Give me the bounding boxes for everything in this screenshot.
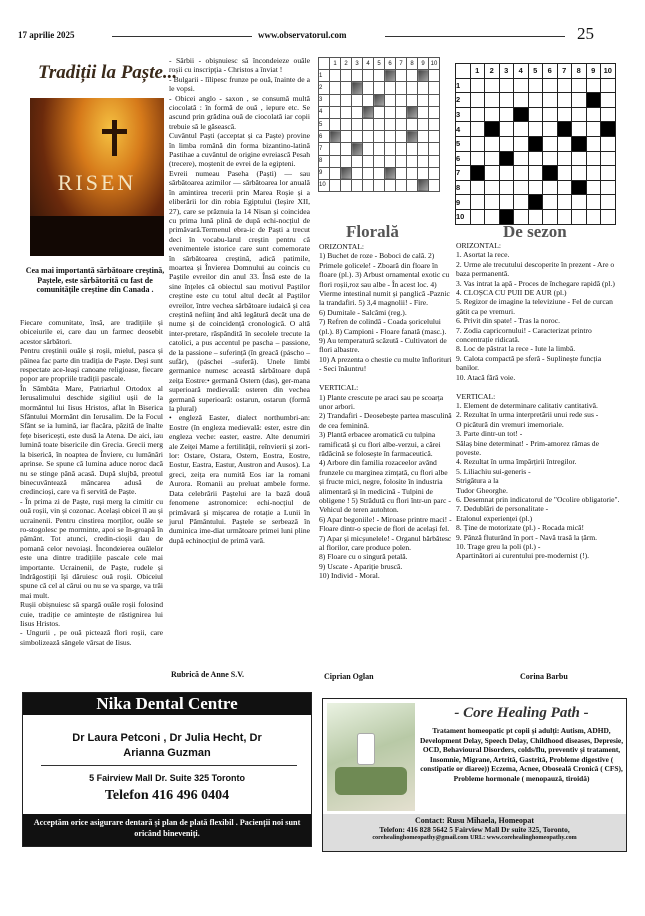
grid-cell[interactable] [601, 166, 616, 181]
grid-cell[interactable] [363, 82, 374, 94]
grid-cell[interactable] [418, 167, 429, 179]
grid-cell[interactable] [528, 122, 543, 137]
grid-col-number: 6 [385, 58, 396, 70]
grid-block-cell [543, 166, 558, 181]
grid-cell[interactable] [396, 82, 407, 94]
crossword-sezon-clues: ORIZONTAL: 1. Asortat la rece. 2. Urme ale trecutului descoperite în prezent - Are o baza permanentă. 3. Vas intrat la apă - Proces de închegare rapidă (pl.) 4. CLOȘCA CU PUII DE AUR (pl.) 5. Regizor de imagine la televiziune - Fel de curcan gătit ca pe vremuri. 6. Privit din spate! - Tras la noroc. 7. Zodia capricornului! - Caracterizat printro concentrație ridicată. 8. Loc de păstrat la rece - Iute la limbă. 9. Calota compactă pe sferă - Suplinește funcția banilor. 10. Atacă fără voie. VERTICAL: 1. Element de determinare calitativ cantitativă. 2. Rezultat în urma interpretării unui rede sus - O picătură din vremuri imemoriale. 3. Parte dintr-un tot! - Sălaș bine determinat! - Prim-amorez rămas de poveste. 4. Rezultat în urma împărțirii întregilor. 5. Liliachiu sui-generis - Strigătura a la Tudor Gheorghe. 6. Desemnat prin indicatorul de "Ocolire obligatorie". 7. Dedublări de personalitate - Etalonul experienței (pl.) 8. Ține de motorizate (pl.) - Rocada mică! 9. Pânză fluturând în port - Navă trasă la țărm. 10. Trage greu la poli (pl.) - Apartinători ai curentului pre-modernist (!). [456, 241, 620, 561]
grid-cell[interactable] [543, 93, 558, 108]
grid-cell[interactable] [470, 122, 485, 137]
grid-cell[interactable] [385, 131, 396, 143]
grid-cell[interactable] [374, 82, 385, 94]
grid-cell[interactable] [528, 151, 543, 166]
grid-col-number: 10 [429, 58, 440, 70]
grid-cell[interactable] [601, 93, 616, 108]
grid-cell[interactable] [341, 155, 352, 167]
grid-cell[interactable] [330, 167, 341, 179]
grid-cell[interactable] [543, 136, 558, 151]
grid-cell[interactable] [396, 131, 407, 143]
grid-cell[interactable] [528, 78, 543, 93]
grid-cell[interactable] [557, 107, 572, 122]
crossword-florala-grid [318, 57, 440, 192]
grid-cell[interactable] [341, 94, 352, 106]
grid-cell[interactable] [557, 136, 572, 151]
grid-cell[interactable] [572, 93, 587, 108]
ad-healing-web[interactable]: corehealinghomeopathy@gmail.com URL: www.corehealinghomeopathy.com [372, 834, 577, 841]
grid-cell[interactable] [341, 143, 352, 155]
grid-cell[interactable] [407, 167, 418, 179]
grid-row-number: 8 [319, 155, 330, 167]
grid-row-number: 3 [319, 94, 330, 106]
grid-cell[interactable] [407, 155, 418, 167]
grid-cell[interactable] [352, 118, 363, 130]
grid-cell[interactable] [485, 78, 500, 93]
article-title: Tradiții la Paște... [38, 62, 178, 83]
grid-cell[interactable] [499, 107, 514, 122]
ad-nika-dental[interactable] [22, 692, 312, 847]
grid-cell[interactable] [341, 131, 352, 143]
crossword-florala-title: Florală [346, 222, 399, 241]
grid-cell[interactable] [572, 151, 587, 166]
grid-cell[interactable] [341, 106, 352, 118]
grid-cell[interactable] [418, 82, 429, 94]
grid-col-number: 3 [499, 64, 514, 79]
grid-col-number: 6 [543, 64, 558, 79]
grid-cell[interactable] [557, 195, 572, 210]
grid-col-number: 4 [514, 64, 529, 79]
header-rule-right [385, 36, 565, 37]
grid-block-cell [514, 107, 529, 122]
grid-cell[interactable] [341, 118, 352, 130]
grid-col-number: 2 [341, 58, 352, 70]
grid-cell[interactable] [528, 107, 543, 122]
grid-cell[interactable] [485, 166, 500, 181]
grid-row-number: 5 [319, 118, 330, 130]
grid-cell[interactable] [572, 107, 587, 122]
grid-cell[interactable] [352, 106, 363, 118]
grid-cell[interactable] [385, 118, 396, 130]
ad-dental-divider [41, 765, 297, 766]
grid-cell[interactable] [385, 155, 396, 167]
grid-row-number: 2 [456, 93, 471, 108]
grid-cell[interactable] [429, 70, 440, 82]
grid-cell[interactable] [330, 82, 341, 94]
grid-cell[interactable] [485, 93, 500, 108]
ad-healing-body: Tratament homeopatic pt copii și adulți: Autism, ADHD, Development Delay, Speech Delay, Childhood diseases, Depresie, OCD, Behavioural Disorders, colds/flu, preventiv și tratament, Insomnie, Migrane, Artrită, Gastrită, Probleme digestive ( constipatie or diaree)) Eczema, Acnee, Obosealâ Cronicâ ( CFS), Probleme hormonale ( menopauză, tiroidă) [419, 726, 624, 783]
risen-image [30, 98, 164, 256]
image-caption: Cea mai importantă sărbătoare creștină, Paștele, este sărbătorită cu fast de comunitățile creștine din Canada . [25, 266, 165, 295]
grid-cell[interactable] [586, 78, 601, 93]
grid-block-cell [528, 195, 543, 210]
herbs-shape [335, 767, 407, 795]
crossword-sezon-author: Corina Barbu [520, 672, 568, 681]
grid-cell[interactable] [601, 151, 616, 166]
grid-cell[interactable] [528, 93, 543, 108]
grid-cell[interactable] [374, 106, 385, 118]
grid-cell[interactable] [429, 143, 440, 155]
grid-block-cell [557, 122, 572, 137]
grid-cell[interactable] [330, 118, 341, 130]
grid-cell[interactable] [470, 78, 485, 93]
article-signature: Rubrică de Anne S.V. [171, 670, 244, 679]
grid-cell[interactable] [374, 167, 385, 179]
grid-block-cell [586, 93, 601, 108]
ad-healing-phone[interactable]: Telefon: 416 828 5642 5 Fairview Mall Dr suite 325, Toronto, [379, 825, 570, 834]
grid-cell[interactable] [418, 118, 429, 130]
grid-cell[interactable] [470, 136, 485, 151]
grid-block-cell [341, 167, 352, 179]
grid-cell[interactable] [363, 131, 374, 143]
grid-cell[interactable] [418, 106, 429, 118]
page-date: 17 aprilie 2025 [18, 30, 75, 40]
grid-cell[interactable] [330, 179, 341, 191]
grid-cell[interactable] [330, 106, 341, 118]
grid-cell[interactable] [385, 179, 396, 191]
grid-col-number: 8 [572, 64, 587, 79]
grid-cell[interactable] [385, 143, 396, 155]
grid-col-number: 7 [557, 64, 572, 79]
grid-cell[interactable] [470, 107, 485, 122]
grid-cell[interactable] [374, 179, 385, 191]
grid-cell[interactable] [557, 180, 572, 195]
grid-cell[interactable] [586, 107, 601, 122]
grid-cell[interactable] [485, 107, 500, 122]
grid-block-cell [528, 136, 543, 151]
grid-cell[interactable] [499, 166, 514, 181]
grid-cell[interactable] [514, 151, 529, 166]
ad-healing-contact-bar [323, 814, 626, 851]
grid-cell[interactable] [557, 166, 572, 181]
grid-block-cell [407, 131, 418, 143]
grid-cell[interactable] [499, 195, 514, 210]
grid-cell[interactable] [363, 167, 374, 179]
grid-corner [319, 58, 330, 70]
grid-block-cell [352, 82, 363, 94]
grid-cell[interactable] [485, 180, 500, 195]
crossword-sezon-title: De sezon [503, 222, 567, 241]
grid-col-number: 9 [418, 58, 429, 70]
grid-block-cell [572, 136, 587, 151]
grid-corner [456, 64, 471, 79]
grid-cell[interactable] [543, 180, 558, 195]
grid-col-number: 10 [601, 64, 616, 79]
grid-cell[interactable] [374, 143, 385, 155]
grid-row-number: 7 [319, 143, 330, 155]
grid-cell[interactable] [470, 180, 485, 195]
grid-row-number: 9 [319, 167, 330, 179]
grid-cell[interactable] [586, 151, 601, 166]
grid-cell[interactable] [396, 106, 407, 118]
grid-cell[interactable] [528, 166, 543, 181]
grid-block-cell [407, 106, 418, 118]
grid-cell[interactable] [557, 93, 572, 108]
grid-cell[interactable] [385, 82, 396, 94]
grid-col-number: 4 [363, 58, 374, 70]
grid-cell[interactable] [363, 70, 374, 82]
grid-cell[interactable] [514, 93, 529, 108]
ad-dental-doctors: Dr Laura Petconi , Dr Julia Hecht, Dr Arianna Guzman [72, 732, 262, 759]
grid-cell[interactable] [352, 167, 363, 179]
ad-dental-address: 5 Fairview Mall Dr. Suite 325 Toronto [89, 773, 245, 783]
grid-block-cell [385, 70, 396, 82]
grid-row-number: 4 [456, 122, 471, 137]
grid-cell[interactable] [418, 94, 429, 106]
grid-cell[interactable] [429, 82, 440, 94]
grid-cell[interactable] [374, 70, 385, 82]
grid-cell[interactable] [470, 93, 485, 108]
grid-cell[interactable] [499, 122, 514, 137]
grid-block-cell [418, 70, 429, 82]
grid-cell[interactable] [572, 195, 587, 210]
grid-cell[interactable] [572, 122, 587, 137]
grid-cell[interactable] [557, 151, 572, 166]
grid-row-number: 6 [319, 131, 330, 143]
grid-cell[interactable] [572, 166, 587, 181]
grid-cell[interactable] [601, 107, 616, 122]
grid-cell[interactable] [407, 118, 418, 130]
grid-cell[interactable] [586, 195, 601, 210]
grid-row-number: 8 [456, 180, 471, 195]
grid-row-number: 10 [319, 179, 330, 191]
grid-cell[interactable] [485, 195, 500, 210]
grid-row-number: 10 [456, 209, 471, 224]
grid-block-cell [374, 94, 385, 106]
grid-cell[interactable] [499, 93, 514, 108]
grid-block-cell [330, 131, 341, 143]
grid-cell[interactable] [470, 195, 485, 210]
ad-healing-contact: Contact: Rusu Mihaela, Homeopat [414, 816, 535, 825]
grid-cell[interactable] [586, 136, 601, 151]
grid-cell[interactable] [396, 167, 407, 179]
grid-cell[interactable] [514, 136, 529, 151]
grid-cell[interactable] [572, 209, 587, 224]
grid-cell[interactable] [407, 94, 418, 106]
grid-col-number: 5 [528, 64, 543, 79]
grid-block-cell [572, 180, 587, 195]
grid-cell[interactable] [330, 155, 341, 167]
grid-cell[interactable] [363, 118, 374, 130]
crossword-sezon-grid [455, 63, 616, 225]
grid-cell[interactable] [429, 155, 440, 167]
grid-block-cell [499, 151, 514, 166]
grid-cell[interactable] [514, 195, 529, 210]
grid-cell[interactable] [514, 166, 529, 181]
grid-cell[interactable] [341, 70, 352, 82]
grid-cell[interactable] [557, 78, 572, 93]
grid-row-number: 7 [456, 166, 471, 181]
grid-col-number: 5 [374, 58, 385, 70]
grid-cell[interactable] [330, 94, 341, 106]
crossword-florala-clues: ORIZONTAL: 1) Buchet de roze - Boboci de cală. 2) Primele golicele! - Zboară din floare în floare (pl.). 3) Arbust ornamental exotic cu flori roșii,roz sau albe - În acest loc. 4) Vierme intestinal numit și panglică -Paznic la trandafiri. 5) 3,4 magnolii! - Fire. 6) Dumitale - Salcâmi (reg.). 7) Refren de colindă - Coada șoricelului (pl.). 8) Campioni - Floare fanată (masc.). 9) Au temperatură scăzută - Cultivatori de flori albastre. 10) A prezenta o chestie cu multe înflorituri - Seci înăuntru! VERTICAL: 1) Plante crescute pe araci sau pe scoarța unor arbori. 2) Trandafiri - Deosebește partea masculină de cea feminină. 3) Plantă erbacee aromatică cu tulpina ramificată și cu flori albe-verzui, a cărei rădăcină se folosește în farmaceutică. 4) Arbore din familia rozaceelor având frunzele cu marginea zimțată, cu flori albe și fructe mici, negre, folosite în industria alimentară și în medicină - Tulpini de obligene ! 5) Strădută cu flori într-un parc - Vehicul de teren autohton. 6) Apar begoniile! - Miroase printre maci! - Floare dintr-o specie de flori de același fel. 7) Apar și micșunelele! - Organul bărbătesc al florilor, care produce polen. 8) Floare cu o singură petală. 9) Uscate - Apariție bruscă. 10) Individ - Moral. [319, 242, 452, 581]
grid-cell[interactable] [396, 118, 407, 130]
grid-cell[interactable] [385, 94, 396, 106]
crossword-florala-author: Ciprian Oglan [324, 672, 374, 681]
grid-cell[interactable] [330, 143, 341, 155]
article-column-2: - Sârbii - obișnuiesc să încondeieze ouăle roșii cu inscripția - Christos a înviat ! - Bulgarii - lîlipesc frunze pe ouă, înainte de a le vopsi. - Obicei anglo - saxon , se consumă multă ciocolată : în formă de ouă , iepure etc. Se ascund prin grădina ouă de ciocolată iar copii trebuie să le găsească. Cuvântul Paști (acceptat și ca Paște) provine în limba română din forma bizantino-latină Pastihae a cuvântul de origine evreiască Pesah (trecere), moștenit de evrei de la egipteni. Evreii numeau Paseha (Paști) — sau sărbătoarea azimilor — sărbătoarea lor anuală în amintirea trecerii prin Marea Roșie și a eliberării lor din robia Egiptului (Ieșire XII, 27), care se prăznuia la 14 Nisan și coincidea cu prima lună plină de după echi-nocțiul de primăvară.Termenul ebra-ic de Paști a trecut deci în vocabu-larul creștin pentru că evenimentele istorice care sunt comemorate în sărbătoarea creștină, adică patimile, moartea și Învierea Domnului au coincis cu Paștile evreilor din anul 33. Însă este de la sine înțeles că obiectul sau motivul Paștilor creștine este cu totul altul decât al Paștilor evreilor, între vechea sărbătoare iudaică și cea creștină neființ ând altă legătură decât una de nume și de coincidență cronologică. O altă inter-pretare, răspândită în secolele trecute la catolici, a pus accentul pe pascha – passione, de la passione – suferință (în greacă (páscho – sufăr), (páschei –suferă). Unele limbi germanice numesc această sărbătoare după zeița Eostre:• germană Ostern (das), ger-mana superioară medievală: osteren din vechea germană superioară: ostarun, ostarun (formă la plural) • engleză Easter, dialect northumbri-an: Eostre (în engleza medievală: ester, estre din engleza veche: easter, eastre. Alte denumiri ale Zeiței Mame a fertilității, reînvierii și zori-lor: Ostare, Ostara, Ostern, Eostra, Eostre, Eostur, Eastra, Eastur, Austron and Ausos). La greci, zeița era numită Eos iar la romani Aurora. Romanii au preluat ambele forme. Data celebrării Paștelui are la bază două fenomene astronomice: echi-nocțiul de primăvară și mișcarea de rotație a Lunii în jurul Pământului. Paștele se serbează în duminica ime-diat următoare primei luni pline după echinocțiul de primă vară. [169, 56, 310, 545]
grid-cell[interactable] [429, 167, 440, 179]
grid-row-number: 1 [319, 70, 330, 82]
grid-col-number: 9 [586, 64, 601, 79]
grid-cell[interactable] [352, 155, 363, 167]
grid-cell[interactable] [499, 78, 514, 93]
grid-cell[interactable] [601, 209, 616, 224]
grid-cell[interactable] [514, 122, 529, 137]
ad-dental-title: Nika Dental Centre [23, 693, 311, 715]
grid-cell[interactable] [429, 131, 440, 143]
grid-block-cell [352, 143, 363, 155]
grid-cell[interactable] [363, 179, 374, 191]
grid-cell[interactable] [601, 78, 616, 93]
grid-col-number: 1 [330, 58, 341, 70]
grid-cell[interactable] [374, 131, 385, 143]
grid-col-number: 8 [407, 58, 418, 70]
grid-cell[interactable] [407, 179, 418, 191]
grid-cell[interactable] [485, 151, 500, 166]
grid-cell[interactable] [601, 180, 616, 195]
grid-row-number: 3 [456, 107, 471, 122]
grid-block-cell [601, 122, 616, 137]
grid-cell[interactable] [396, 155, 407, 167]
grid-cell[interactable] [363, 155, 374, 167]
grid-cell[interactable] [396, 94, 407, 106]
cross-vertical [112, 120, 117, 156]
grid-cell[interactable] [601, 136, 616, 151]
grid-row-number: 5 [456, 136, 471, 151]
grid-cell[interactable] [407, 143, 418, 155]
grid-row-number: 9 [456, 195, 471, 210]
ad-core-healing[interactable] [322, 698, 627, 852]
ad-healing-title: - Core Healing Path - [454, 705, 589, 721]
ad-dental-footer: Acceptăm orice asigurare dentară și plan de plată flexibil . Pacienții noi sunt oricând bineveniți. [23, 814, 311, 846]
grid-block-cell [485, 122, 500, 137]
grid-cell[interactable] [485, 136, 500, 151]
grid-cell[interactable] [374, 118, 385, 130]
page-number: 25 [577, 24, 594, 43]
grid-cell[interactable] [543, 151, 558, 166]
grid-cell[interactable] [418, 155, 429, 167]
grid-cell[interactable] [528, 180, 543, 195]
grid-cell[interactable] [499, 136, 514, 151]
grid-cell[interactable] [499, 180, 514, 195]
grid-col-number: 3 [352, 58, 363, 70]
grid-cell[interactable] [429, 94, 440, 106]
grid-cell[interactable] [586, 166, 601, 181]
grid-cell[interactable] [363, 94, 374, 106]
hill-silhouette [30, 216, 164, 256]
grid-cell[interactable] [543, 107, 558, 122]
grid-row-number: 2 [319, 82, 330, 94]
grid-cell[interactable] [543, 195, 558, 210]
grid-row-number: 4 [319, 106, 330, 118]
grid-cell[interactable] [429, 118, 440, 130]
grid-cell[interactable] [396, 143, 407, 155]
grid-cell[interactable] [341, 82, 352, 94]
image-text: RISEN [57, 170, 137, 195]
grid-cell[interactable] [407, 70, 418, 82]
grid-cell[interactable] [572, 78, 587, 93]
grid-cell[interactable] [514, 180, 529, 195]
ad-dental-phone[interactable]: Telefon 416 496 0404 [104, 788, 230, 803]
grid-cell[interactable] [330, 70, 341, 82]
grid-cell[interactable] [586, 209, 601, 224]
header-rule-left [112, 36, 252, 37]
bottle-shape [357, 733, 375, 765]
grid-cell[interactable] [418, 131, 429, 143]
grid-cell[interactable] [429, 179, 440, 191]
article-column-1: Fiecare comunitate, însă, are tradițiile și obiceiurile ei, care dau un farmec deosebit acestor sărbători. Pentru creștinii ouăle și roșii, mielul, pasca și pâinea fac parte din tradiția de Paște. Deși sunt respectate ace-leași canoane religioase, fiecare popor are propriile tradiții pascale. În Sâmbăta Mare, Patriarhul Ortodox al Ierusalimului deschide sigiliul ușii de la mormântul lui Iisus Hristos, aflat în Biserica Sfântului Mormânt din Ierusalim. De la Focul Sfânt se ia lumină, iar flacăra, păzită de înalte fețe bisericești, este dusă la Atena. De aici, iau lumină toate bisericile din Grecia. Grecii merg la biserică, în noaptea de Înviere, cu lumânări aprinse. Se spune că lumina aduce noroc dacă nu se stinge până acasă. După slujbă, preotul binecuvântează mâncarea adusă de credincioși, care va fi servită de Paște. - În prima zi de Paște, ruși merg la cimitir cu ouă roșii, vin și cozonac. Același obicei îl au și ucrainenii. Pentru cinstirea morților, ouăle se ro-stogolesc pe morminte, apoi se în-groapă în pământ. Tot atunci, credin-cioșii dau de pomană celor nevoiași. Încondeierea ouălelor este una dintre tradițiile pascale cele mai importante. Ucrainenii, de Paște, rudele și îndrăgostiții își dăruiesc ouă roșii. Obiceiul spune că cel al cărui ou nu se va sparge, va trăi mai mult. Rușii obișnuiesc să spargă ouăle roșii folosind cuie, tradiție ce amintește de răstignirea lui Iisus Hristos. - Ungurii , pe ouă pictează flori roșii, care simbolizează sângele vărsat de Iisus. [20, 318, 163, 647]
grid-cell[interactable] [352, 70, 363, 82]
grid-block-cell [470, 166, 485, 181]
site-url[interactable]: www.observatorul.com [258, 30, 347, 40]
grid-cell[interactable] [601, 195, 616, 210]
grid-cell[interactable] [543, 122, 558, 137]
grid-cell[interactable] [385, 106, 396, 118]
grid-cell[interactable] [352, 131, 363, 143]
grid-cell[interactable] [485, 209, 500, 224]
grid-cell[interactable] [352, 94, 363, 106]
grid-block-cell [418, 179, 429, 191]
grid-col-number: 7 [396, 58, 407, 70]
grid-col-number: 2 [485, 64, 500, 79]
grid-cell[interactable] [586, 122, 601, 137]
grid-block-cell [385, 167, 396, 179]
grid-cell[interactable] [374, 155, 385, 167]
grid-cell[interactable] [363, 143, 374, 155]
grid-block-cell [363, 106, 374, 118]
cross-horizontal [102, 129, 127, 134]
grid-cell[interactable] [396, 179, 407, 191]
grid-cell[interactable] [396, 70, 407, 82]
grid-cell[interactable] [418, 143, 429, 155]
grid-cell[interactable] [470, 209, 485, 224]
grid-cell[interactable] [543, 78, 558, 93]
grid-row-number: 6 [456, 151, 471, 166]
grid-cell[interactable] [586, 180, 601, 195]
grid-cell[interactable] [407, 82, 418, 94]
grid-cell[interactable] [470, 151, 485, 166]
grid-col-number: 1 [470, 64, 485, 79]
grid-row-number: 1 [456, 78, 471, 93]
ad-healing-image [327, 703, 415, 811]
grid-cell[interactable] [352, 179, 363, 191]
grid-cell[interactable] [514, 78, 529, 93]
grid-cell[interactable] [341, 179, 352, 191]
grid-cell[interactable] [429, 106, 440, 118]
